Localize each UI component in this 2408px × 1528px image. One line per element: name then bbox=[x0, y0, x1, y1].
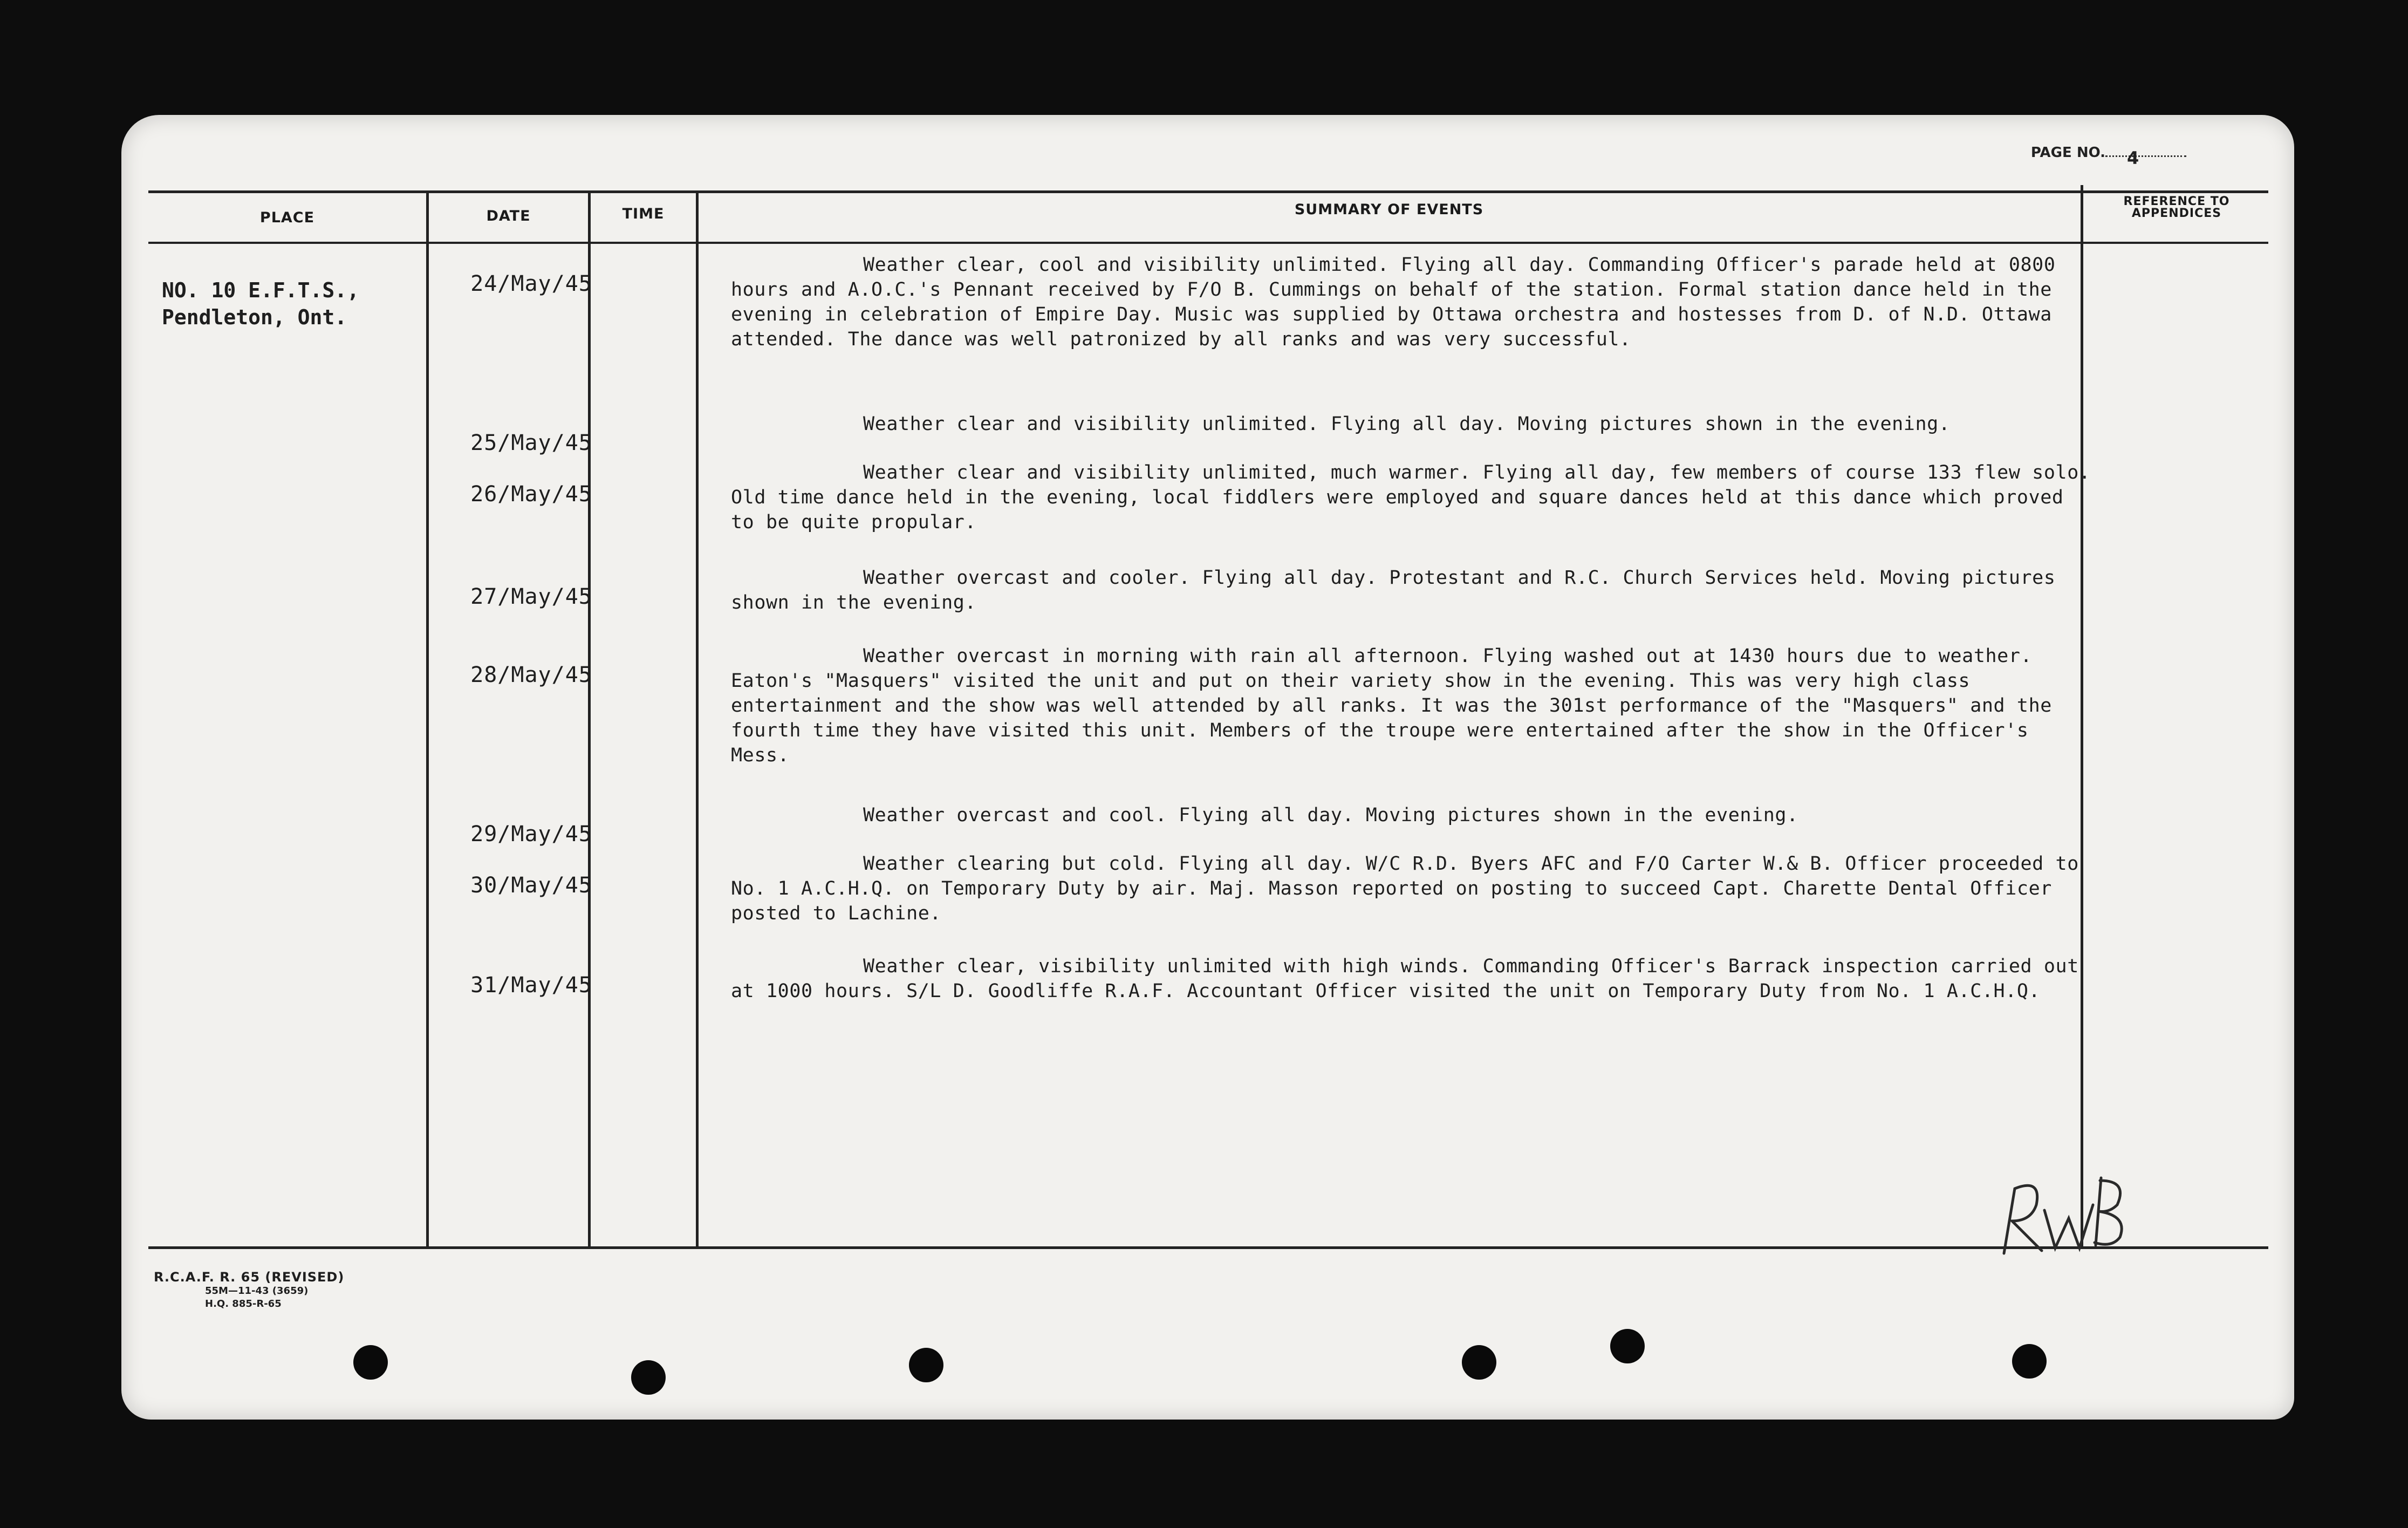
punch-hole bbox=[909, 1348, 943, 1382]
punch-hole bbox=[353, 1345, 388, 1380]
header-place: PLACE bbox=[259, 209, 315, 226]
entry-date: 29/May/45 bbox=[470, 822, 592, 847]
punch-hole bbox=[631, 1360, 666, 1395]
page-number-label: PAGE NO. bbox=[2030, 145, 2105, 161]
handwritten-initials bbox=[1993, 1167, 2133, 1264]
form-number-line2: 55M—11-43 (3659) bbox=[205, 1285, 309, 1297]
page-number-value: 4 bbox=[2127, 148, 2139, 168]
diary-sheet bbox=[121, 115, 2294, 1420]
entry-date: 30/May/45 bbox=[470, 873, 592, 898]
entry-date: 25/May/45 bbox=[470, 431, 592, 455]
form-number-line1: R.C.A.F. R. 65 (REVISED) bbox=[154, 1270, 345, 1285]
entry-summary: Weather clearing but cold. Flying all day. W/C R.D. Byers AFC and F/O Carter W.& B. Officer proceeded to No. 1 A.C.H.Q. on Temporary Duty by air. Maj. Masson reported on posting to succeed Capt. Charette Dental Officer posted to Lachine. bbox=[731, 853, 2079, 924]
entry-date: 27/May/45 bbox=[470, 584, 592, 609]
form-number-line3: H.Q. 885-R-65 bbox=[205, 1298, 282, 1309]
punch-hole bbox=[2012, 1344, 2047, 1379]
entry-summary: Weather overcast and cool. Flying all day. Moving pictures shown in the evening. bbox=[863, 804, 1798, 826]
entry-date: 28/May/45 bbox=[470, 663, 592, 687]
column-rule-date-time bbox=[588, 190, 591, 1248]
entry-date: 24/May/45 bbox=[470, 271, 592, 296]
place-location: Pendleton, Ont. bbox=[162, 305, 347, 329]
header-reference-line1: REFERENCE TO bbox=[2123, 195, 2230, 208]
header-date: DATE bbox=[486, 208, 531, 224]
column-rule-time-summary bbox=[696, 190, 699, 1248]
entry-date: 31/May/45 bbox=[470, 973, 592, 998]
header-reference-line2: APPENDICES bbox=[2131, 207, 2222, 220]
entry-summary: Weather overcast and cooler. Flying all day. Protestant and R.C. Church Services held. Moving pictures shown in the evening. bbox=[731, 567, 2056, 613]
punch-hole bbox=[1610, 1329, 1645, 1363]
entry-summary: Weather clear, cool and visibility unlimited. Flying all day. Commanding Officer's parade held at 0800 hours and A.O.C.'s Pennant received by F/O B. Cummings on behalf of the station. Formal station dance held in the evening in celebration of Empire Day. Music was supplied by Ottawa orchestra and hostesses from D. of N.D. Ottawa attended. The dance was well patronized by all ranks and was very successful. bbox=[731, 254, 2056, 350]
entry-summary: Weather clear and visibility unlimited. Flying all day. Moving pictures shown in the evening. bbox=[863, 413, 1951, 435]
header-top-rule bbox=[148, 190, 2268, 193]
table-bottom-rule bbox=[148, 1246, 2268, 1249]
entry-summary: Weather overcast in morning with rain all afternoon. Flying washed out at 1430 hours due to weather. Eaton's "Masquers" visited the unit and put on their variety show in the evening. This was very high class entertainment and the show was well attended by all ranks. It was the 301st performance of the "Masquers" and the fourth time they have visited this unit. Members of the troupe were entertained after the show in the Officer's Mess. bbox=[731, 645, 2052, 766]
form-number bbox=[154, 1270, 344, 1311]
page-number bbox=[2030, 145, 2186, 168]
page-number-field bbox=[2105, 148, 2186, 168]
punch-hole bbox=[1462, 1345, 1496, 1380]
place-unit: NO. 10 E.F.T.S., bbox=[162, 278, 360, 302]
place-cell bbox=[162, 277, 394, 331]
header-bottom-rule bbox=[148, 242, 2268, 244]
header-time: TIME bbox=[622, 206, 665, 222]
entry-date: 26/May/45 bbox=[470, 482, 592, 507]
header-summary-of-events: SUMMARY OF EVENTS bbox=[1294, 201, 1484, 218]
entry-summary: Weather clear and visibility unlimited, much warmer. Flying all day, few members of course 133 flew solo. Old time dance held in the evening, local fiddlers were employed and square dances held at this dance which proved to be quite propular. bbox=[731, 462, 2091, 533]
entry-summary: Weather clear, visibility unlimited with high winds. Commanding Officer's Barrack inspection carried out at 1000 hours. S/L D. Goodliffe R.A.F. Accountant Officer visited the unit on Temporary Duty from No. 1 A.C.H.Q. bbox=[731, 956, 2079, 1002]
column-rule-place-date bbox=[426, 190, 429, 1248]
header-reference-to-appendices bbox=[2085, 196, 2268, 220]
